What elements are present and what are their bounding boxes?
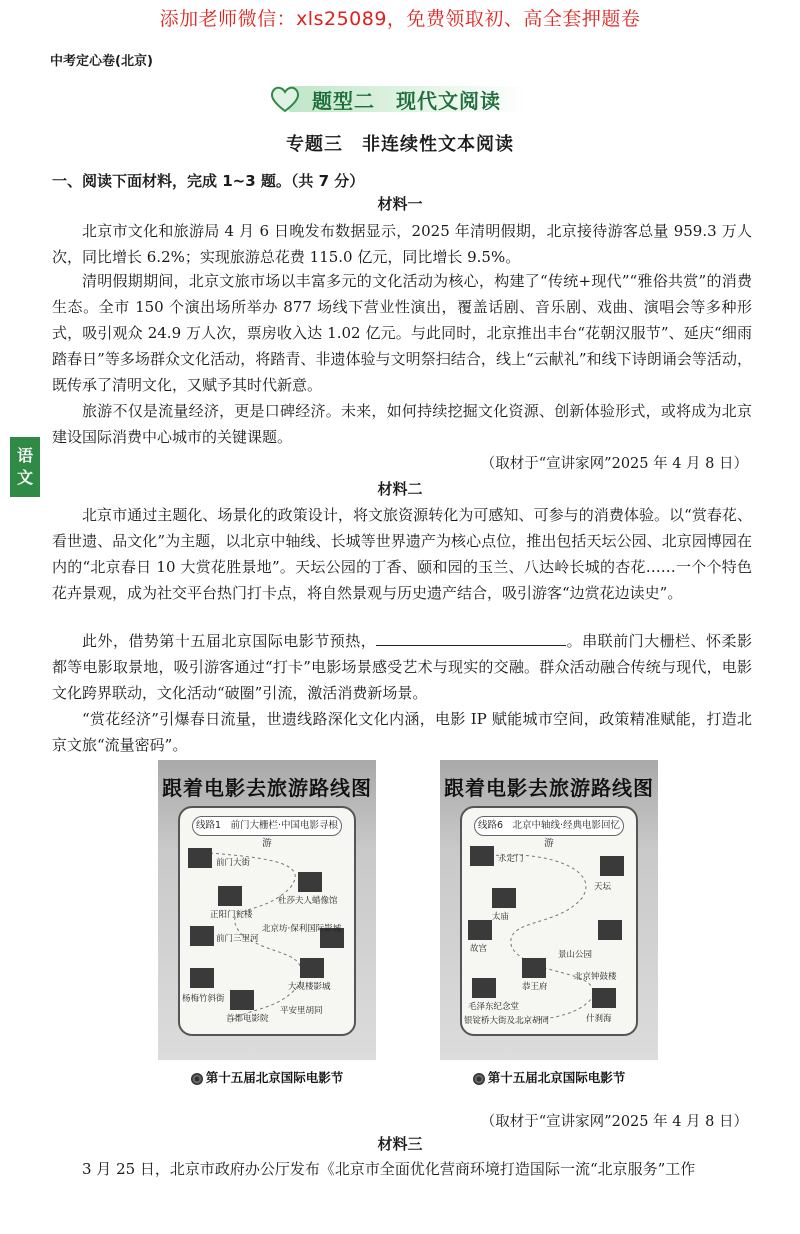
poster-2-stop: 太庙 [492,912,510,922]
fill-in-blank[interactable] [376,631,566,646]
poster-1-thumb-2 [218,886,242,906]
side-tab-char-1: 语 [16,446,33,465]
poster-1-thumb-6 [300,958,324,978]
poster-1-stop: 北京坊·保利国际影城 [262,924,342,934]
question-heading: 一、阅读下面材料，完成 1~3 题。（共 7 分） [52,172,365,190]
poster-2-stop: 故宫 [470,944,488,954]
poster-2-thumb-6 [522,958,546,978]
poster-2-stop: 永定门 [498,854,524,864]
poster-2-thumb-1 [470,846,494,866]
poster-2-map-card [460,806,638,1036]
poster-1-thumb-8 [230,990,254,1010]
poster-2-stop: 什刹海 [586,1014,612,1024]
poster-1-thumb-7 [190,968,214,988]
poster-2-title: 跟着电影去旅游路线图 [444,776,654,800]
poster-2-thumb-7 [472,978,496,998]
material1-paragraph-1: 北京市文化和旅游局 4 月 6 日晚发布数据显示，2025 年清明假期，北京接待游客总量 959.3 万人次，同比增长 6.2%；实现旅游总花费 115.0 亿元，同比增长 9.5%。 [52,222,752,266]
material1-title: 材料一 [377,195,423,213]
poster-1-stop: 杜莎夫人蜡像馆 [278,896,338,906]
material2-paragraph-3: “赏花经济”引爆春日流量，世遗线路深化文化内涵，电影 IP 赋能城市空间，政策精准赋能，打造北京文旅“流量密码”。 [52,710,752,754]
poster-1-stop: 正阳门瓮楼 [210,910,253,920]
section-type-title: 题型二 现代文阅读 [312,89,501,113]
poster-2-stop: 北京钟鼓楼 [574,972,617,982]
material2-p2-after: 。串联前门大栅栏、怀柔影都等电影取景地，吸引游客通过“打卡”电影场景感受艺术与现实的交融。群众活动融合传统与现代，电影文化跨界联动，文化活动“破圈”引流，激活消费新场景。 [52,632,752,702]
material2-p2-before: 此外，借势第十五届北京国际电影节预热， [82,632,377,650]
festival-flower-icon [473,1073,485,1085]
material1-paragraph-2: 清明假期期间，北京文旅市场以丰富多元的文化活动为核心，构建了“传统+现代”“雅俗共赏”的消费生态。全市 150 个演出场所举办 877 场线下营业性演出，覆盖话剧、音乐剧、戏曲、演唱会等多种形式，吸引观众 24.9 万人次，票房收入达 1.02 亿元。与此同时，北京推出丰台“花朝汉服节”、延庆“细雨踏春日”等多场群众文化活动，将踏青、非遗体验与文明祭扫结合，线上“云献礼”和线下诗朗诵会等活动，既传承了清明文化，又赋予其时代新意。 [52,272,752,394]
promo-banner: 添加老师微信：xls25089，免费领取初、高全套押题卷 [159,8,641,30]
poster-1-title: 跟着电影去旅游路线图 [162,776,372,800]
poster-2-thumb-2 [600,856,624,876]
festival-flower-icon [191,1073,203,1085]
material2-paragraph-1: 北京市通过主题化、场景化的政策设计，将文旅资源转化为可感知、可参与的消费体验。以“赏春花、看世遗、品文化”为主题，以北京中轴线、长城等世界遗产为核心点位，推出包括天坛公园、北京园博园在内的“北京春日 10 大赏花胜景地”。天坛公园的丁香、颐和园的玉兰、八达岭长城的杏花……一个个特色花卉景观，成为社交平台热门打卡点，将自然景观与历史遗产结合，吸引游客“边赏花边读史”。 [52,506,752,602]
material2-title: 材料二 [377,480,423,498]
poster-2-stop: 毛泽东纪念堂 [468,1002,520,1012]
poster-1-stop: 前门大街 [216,858,251,868]
material1-source: （取材于“宣讲家网”2025 年 4 月 8 日） [480,456,748,472]
poster-2-thumb-5 [598,920,622,940]
poster-2-thumb-4 [468,920,492,940]
poster-2-route-label: 线路6 北京中轴线·经典电影回忆游 [474,816,624,836]
material3-title: 材料三 [377,1135,423,1153]
poster-1-festival [158,1068,376,1086]
material2-source: （取材于“宣讲家网”2025 年 4 月 8 日） [480,1114,748,1130]
heart-icon [268,84,302,114]
poster-1-thumb-3 [298,872,322,892]
poster-2-thumb-8 [592,988,616,1008]
poster-1-thumb-1 [188,848,212,868]
route-poster-1 [158,760,376,1085]
poster-2-stop: 恭王府 [522,982,548,992]
material1-paragraph-3: 旅游不仅是流量经济，更是口碑经济。未来，如何持续挖掘文化资源、创新体验形式，或将成为北京建设国际消费中心城市的关键课题。 [52,402,752,446]
poster-1-stop: 前门三里河 [216,934,259,944]
poster-2-stop: 景山公园 [558,950,593,960]
side-tab-char-2: 文 [16,468,33,487]
poster-1-stop: 杨梅竹斜街 [182,994,225,1004]
poster-2-festival-label: 第十五届北京国际电影节 [487,1070,626,1085]
material3-paragraph-1: 3 月 25 日，北京市政府办公厅发布《北京市全面优化营商环境打造国际一流“北京服务”工作 [82,1160,696,1178]
poster-1-map-card [178,806,356,1036]
poster-1-thumb-4 [190,926,214,946]
poster-2-stop: 天坛 [594,882,612,892]
poster-2-stop: 银锭桥大街及北京胡同 [464,1016,550,1026]
poster-2-festival [440,1068,658,1086]
poster-1-stop: 首都电影院 [226,1014,269,1024]
poster-1-festival-label: 第十五届北京国际电影节 [205,1070,344,1085]
poster-1-stop: 平安里胡同 [280,1006,323,1016]
poster-2-thumb-3 [492,888,516,908]
section-type-header [268,82,530,114]
poster-1-stop: 大观楼影城 [288,982,331,992]
topic-title: 专题三 非连续性文本阅读 [286,134,514,155]
route-poster-2 [440,760,658,1085]
material2-paragraph-2 [52,628,752,706]
series-label: 中考定心卷(北京) [50,54,153,69]
poster-1-route-label: 线路1 前门大栅栏·中国电影寻根游 [192,816,342,836]
